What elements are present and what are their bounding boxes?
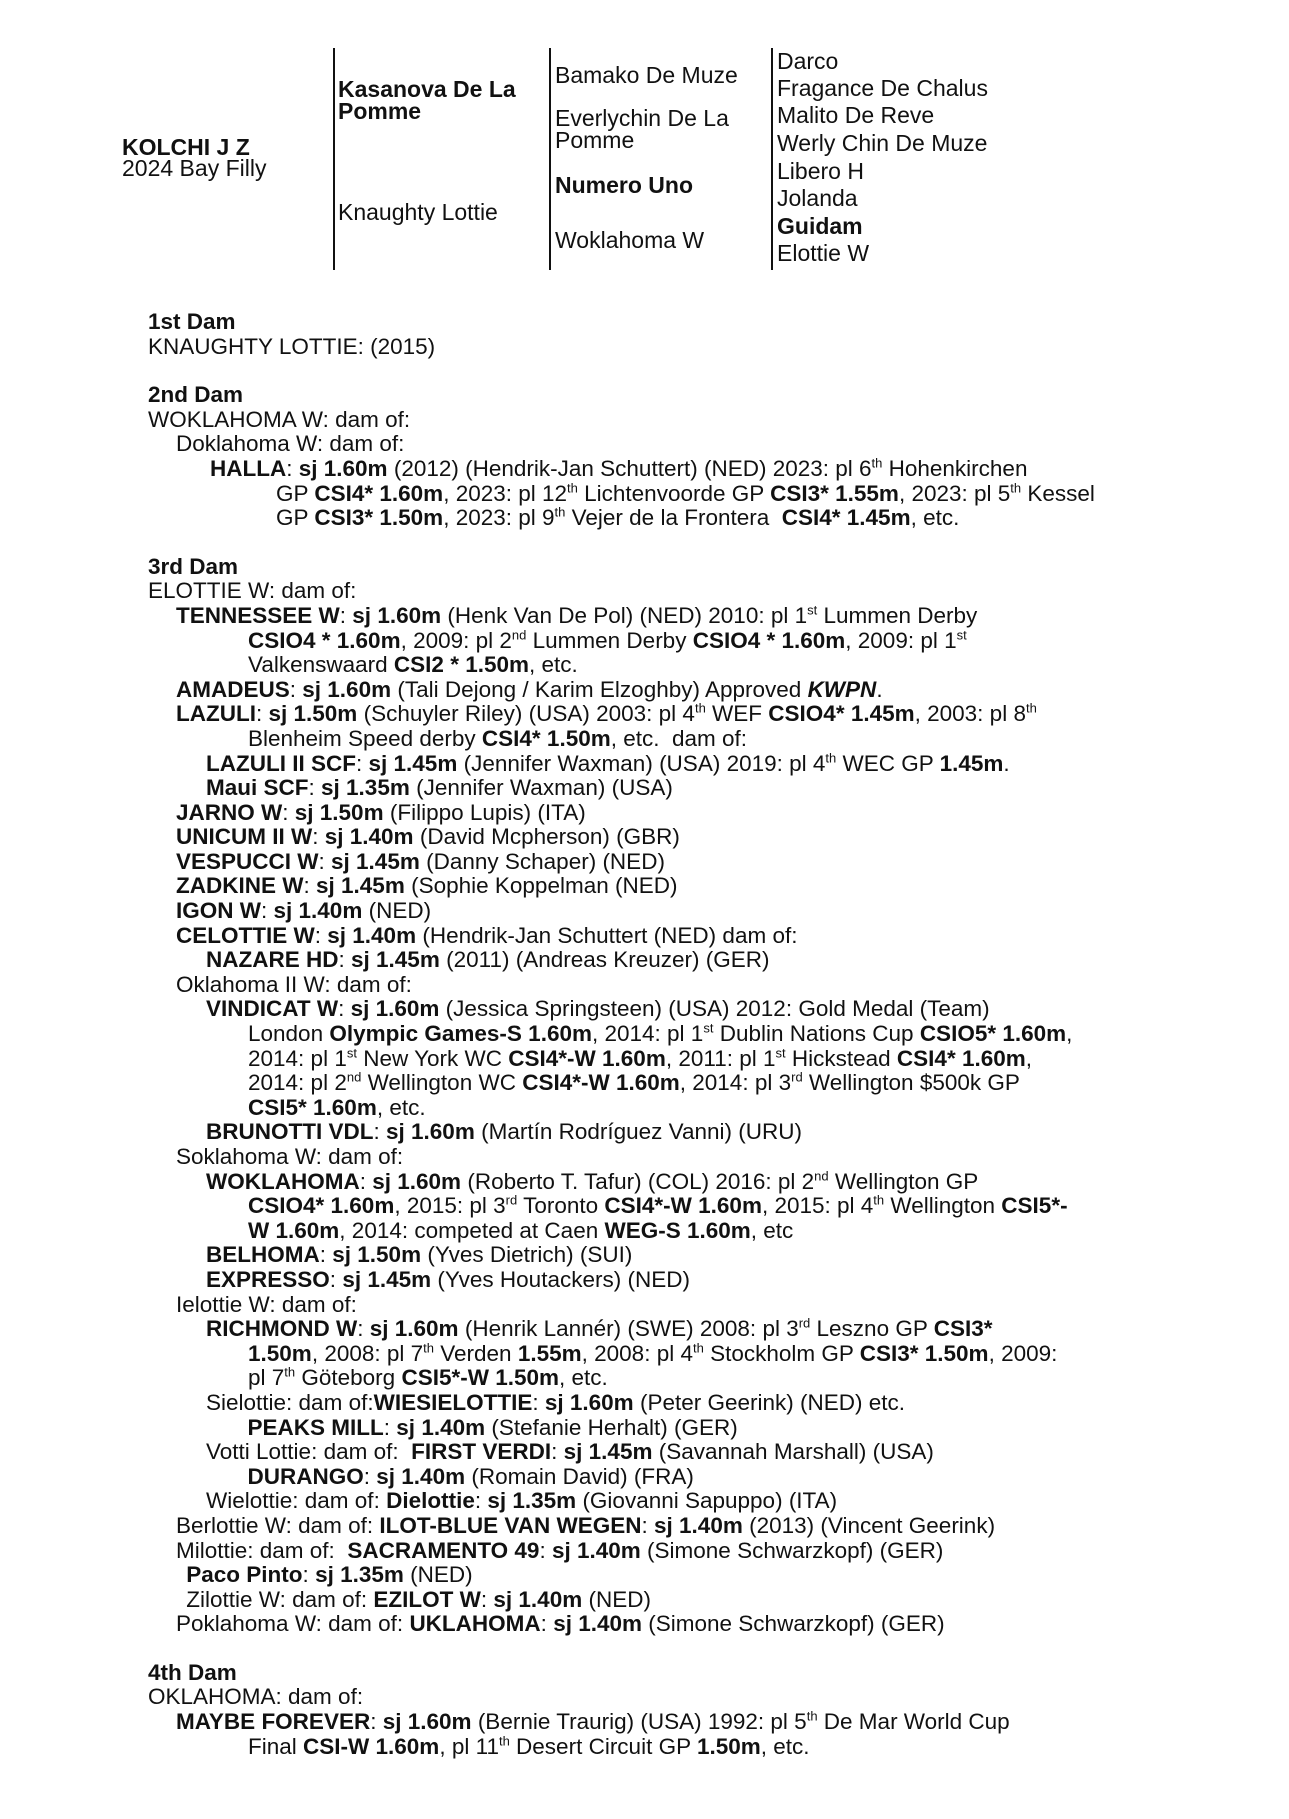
text-line: Sielottie: dam of:WIESIELOTTIE: sj 1.60m (Peter Geerink) (NED) etc. <box>206 1389 906 1415</box>
text-line: CSI5* 1.60m, etc. <box>248 1094 426 1120</box>
pedigree-chart <box>0 48 1289 318</box>
text-line: Votti Lottie: dam of: FIRST VERDI: sj 1.45m (Savannah Marshall) (USA) <box>206 1439 934 1465</box>
text-line: Blenheim Speed derby CSI4* 1.50m, etc. dam of: <box>248 725 748 751</box>
text-line: LAZULI: sj 1.50m (Schuyler Riley) (USA) 2003: pl 4th WEF CSIO4* 1.45m, 2003: pl 8th <box>176 700 1037 727</box>
sire-sire: Bamako De Muze <box>555 62 738 88</box>
sire-dam: Everlychin De La Pomme <box>555 105 729 153</box>
text-line: MAYBE FOREVER: sj 1.60m (Bernie Traurig) (USA) 1992: pl 5th De Mar World Cup <box>176 1708 1010 1735</box>
text-line: London Olympic Games-S 1.60m, 2014: pl 1st Dublin Nations Cup CSIO5* 1.60m, <box>248 1020 1073 1047</box>
text-line: UNICUM II W: sj 1.40m (David Mcpherson) (GBR) <box>176 824 680 850</box>
dam-sire: Numero Uno <box>555 172 693 198</box>
pedigree-divider <box>549 48 551 270</box>
text-line: Doklahoma W: dam of: <box>176 431 405 457</box>
text-line: LAZULI II SCF: sj 1.45m (Jennifer Waxman) (USA) 2019: pl 4th WEC GP 1.45m. <box>206 750 1010 776</box>
pedigree-divider <box>771 48 773 270</box>
text-line: VINDICAT W: sj 1.60m (Jessica Springsteen) (USA) 2012: Gold Medal (Team) <box>206 996 990 1022</box>
dam: Knaughty Lottie <box>338 199 498 225</box>
section-heading: 2nd Dam <box>148 382 244 408</box>
sss: Darco <box>777 48 839 74</box>
dds: Guidam <box>777 213 863 239</box>
text-line: AMADEUS: sj 1.60m (Tali Dejong / Karim Elzoghby) Approved KWPN. <box>176 676 883 702</box>
dam-line-details <box>148 310 1268 1759</box>
text-line: ZADKINE W: sj 1.45m (Sophie Koppelman (NED) <box>176 873 678 899</box>
text-line: Maui SCF: sj 1.35m (Jennifer Waxman) (USA) <box>206 775 673 801</box>
text-line: IGON W: sj 1.40m (NED) <box>176 898 432 924</box>
text-line: W 1.60m, 2014: competed at Caen WEG-S 1.60m, etc <box>248 1217 794 1243</box>
text-line: GP CSI4* 1.60m, 2023: pl 12th Lichtenvoorde GP CSI3* 1.55m, 2023: pl 5th Kessel <box>276 480 1095 506</box>
text-line: WOKLAHOMA W: dam of: <box>148 406 411 432</box>
text-line: pl 7th Göteborg CSI5*-W 1.50m, etc. <box>248 1364 608 1391</box>
text-line: CSIO4* 1.60m, 2015: pl 3rd Toronto CSI4*-W 1.60m, 2015: pl 4th Wellington CSI5*- <box>248 1192 1068 1219</box>
dsd: Jolanda <box>777 185 858 211</box>
section-heading: 3rd Dam <box>148 553 239 579</box>
text-line: VESPUCCI W: sj 1.45m (Danny Schaper) (NED) <box>176 848 665 874</box>
text-line: Wielottie: dam of: Dielottie: sj 1.35m (Giovanni Sapuppo) (ITA) <box>206 1488 838 1514</box>
text-line: RICHMOND W: sj 1.60m (Henrik Lannér) (SWE) 2008: pl 3rd Leszno GP CSI3* <box>206 1315 993 1342</box>
text-line: ELOTTIE W: dam of: <box>148 578 357 604</box>
text-line: PEAKS MILL: sj 1.40m (Stefanie Herhalt) (GER) <box>247 1414 738 1440</box>
ssd: Fragance De Chalus <box>777 75 988 101</box>
text-line: HALLA: sj 1.60m (2012) (Hendrik-Jan Schuttert) (NED) 2023: pl 6th Hohenkirchen <box>210 455 1028 481</box>
text-line: CELOTTIE W: sj 1.40m (Hendrik-Jan Schuttert (NED) dam of: <box>176 922 798 948</box>
text-line: KNAUGHTY LOTTIE: (2015) <box>148 333 436 359</box>
text-line: GP CSI3* 1.50m, 2023: pl 9th Vejer de la Frontera CSI4* 1.45m, etc. <box>276 504 960 531</box>
dss: Libero H <box>777 158 864 184</box>
pedigree-divider <box>333 48 335 270</box>
text-line: BRUNOTTI VDL: sj 1.60m (Martín Rodríguez Vanni) (URU) <box>206 1119 803 1145</box>
ddd: Elottie W <box>777 240 870 266</box>
text-line: 2014: pl 1st New York WC CSI4*-W 1.60m, 2011: pl 1st Hickstead CSI4* 1.60m, <box>248 1045 1033 1071</box>
sire: Kasanova De La Pomme <box>338 76 516 124</box>
text-line: Ielottie W: dam of: <box>176 1291 357 1317</box>
sdd: Werly Chin De Muze <box>777 130 988 156</box>
text-line: EXPRESSO: sj 1.45m (Yves Houtackers) (NED) <box>206 1266 690 1292</box>
horse-name: KOLCHI J Z <box>122 134 250 160</box>
text-line: Zilottie W: dam of: EZILOT W: sj 1.40m (NED) <box>180 1586 651 1612</box>
text-line: Soklahoma W: dam of: <box>176 1144 404 1169</box>
sds: Malito De Reve <box>777 102 935 128</box>
dam-dam: Woklahoma W <box>555 227 705 253</box>
horse-description: 2024 Bay Filly <box>122 155 267 181</box>
section-heading: 1st Dam <box>148 309 236 334</box>
text-line: CSIO4 * 1.60m, 2009: pl 2nd Lummen Derby CSIO4 * 1.60m, 2009: pl 1st <box>248 627 967 653</box>
text-line: NAZARE HD: sj 1.45m (2011) (Andreas Kreuzer) (GER) <box>206 947 770 973</box>
text-line: Final CSI-W 1.60m, pl 11th Desert Circuit GP 1.50m, etc. <box>248 1733 810 1759</box>
text-line: DURANGO: sj 1.40m (Romain David) (FRA) <box>247 1463 694 1489</box>
text-line: Paco Pinto: sj 1.35m (NED) <box>186 1562 473 1588</box>
text-line: 2014: pl 2nd Wellington WC CSI4*-W 1.60m, 2014: pl 3rd Wellington $500k GP <box>248 1069 1020 1096</box>
section-heading: 4th Dam <box>148 1659 237 1685</box>
text-line: TENNESSEE W: sj 1.60m (Henk Van De Pol) (NED) 2010: pl 1st Lummen Derby <box>176 602 978 628</box>
text-line: 1.50m, 2008: pl 7th Verden 1.55m, 2008: pl 4th Stockholm GP CSI3* 1.50m, 2009: <box>248 1340 1058 1366</box>
text-line: Oklahoma II W: dam of: <box>176 971 412 997</box>
text-line: JARNO W: sj 1.50m (Filippo Lupis) (ITA) <box>176 799 586 825</box>
text-line: Poklahoma W: dam of: UKLAHOMA: sj 1.40m (Simone Schwarzkopf) (GER) <box>176 1611 945 1637</box>
text-line: Berlottie W: dam of: ILOT-BLUE VAN WEGEN: sj 1.40m (2013) (Vincent Geerink) <box>176 1512 996 1538</box>
text-line: WOKLAHOMA: sj 1.60m (Roberto T. Tafur) (COL) 2016: pl 2nd Wellington GP <box>206 1168 979 1194</box>
text-line: Milottie: dam of: SACRAMENTO 49: sj 1.40m (Simone Schwarzkopf) (GER) <box>176 1537 944 1563</box>
text-line: BELHOMA: sj 1.50m (Yves Dietrich) (SUI) <box>206 1242 633 1268</box>
text-line: Valkenswaard CSI2 * 1.50m, etc. <box>248 652 578 678</box>
text-line: OKLAHOMA: dam of: <box>148 1684 364 1710</box>
